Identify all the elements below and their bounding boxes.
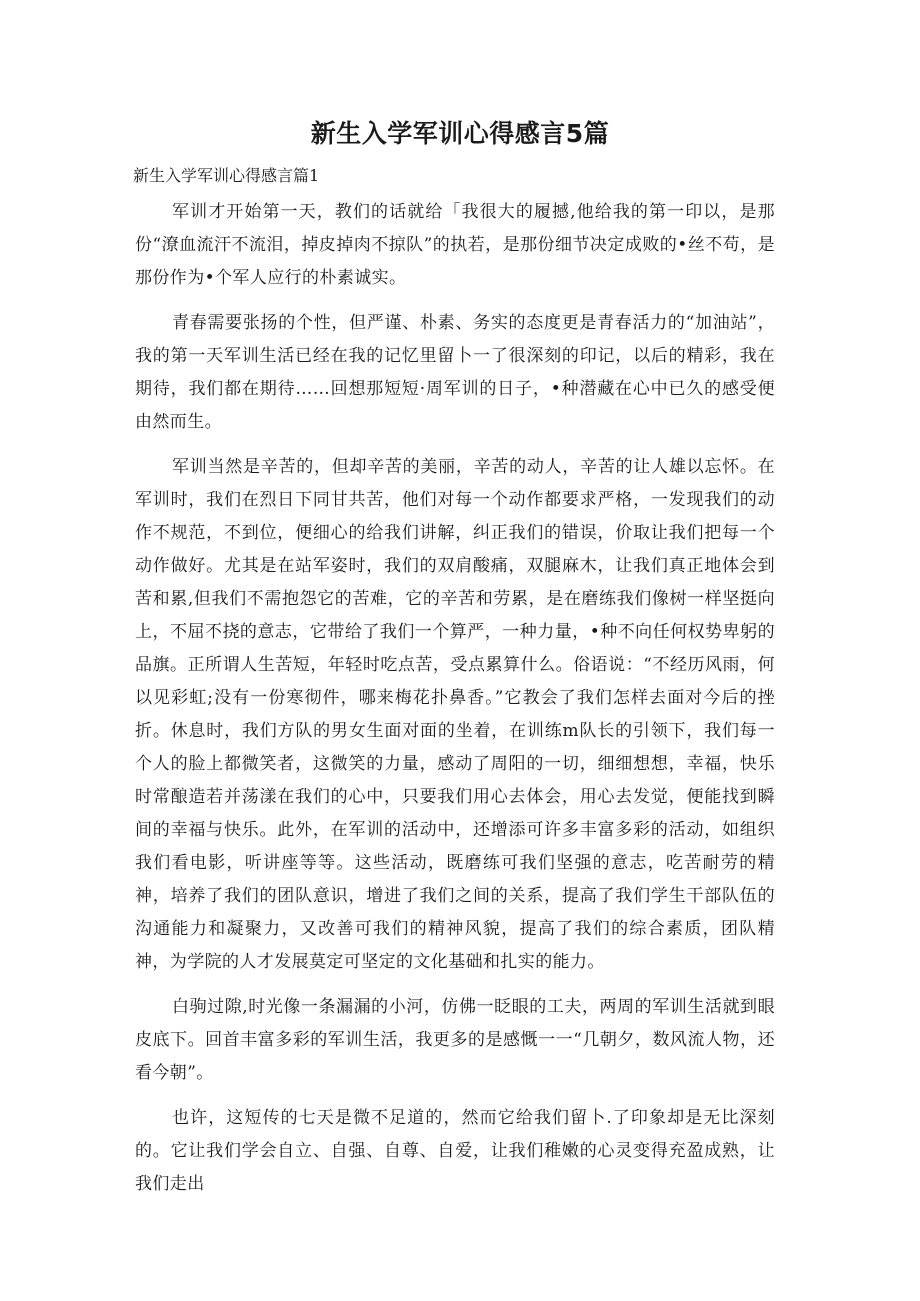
document-body [135, 196, 775, 1213]
paragraph: 军训才开始第一天，教们的话就给「我很大的履撼,他给我的第一印以，是那份“潦血流汗不流泪，掉皮掉肉不掠队”的执若，是那份细节决定成败的•丝不苟，是那份作为•个军人应行的朴素诚实。 [135, 202, 775, 288]
paragraph: 白驹过隙,时光像一条漏漏的小河，仿佛一眨眼的工夫，两周的军训生活就到眼皮底下。回首丰富多彩的军训生活，我更多的是感慨一一“几朝夕，数风流人物，还看今朝”。 [135, 997, 775, 1083]
document-title: 新生入学军训心得感言5篇 [310, 119, 610, 148]
paragraph: 军训当然是辛苦的，但却辛苦的美丽，辛苦的动人，辛苦的让人雄以忘怀。在军训时，我们在烈日下同甘共苦，他们对每一个动作都要求严格，一发现我们的动作不规范，不到位，便细心的给我们讲解，纠正我们的错误，价取让我们把每一个动作做好。尤其是在站军姿时，我们的双肩酸痛，双腿麻木，让我们真正地体会到苦和累,但我们不需抱怨它的苦难，它的辛苦和劳累，是在磨练我们像树一样坚挺向上，不屈不挠的意志，它带给了我们一个算严，一种力量，•种不向任何权势卑躬的品旗。正所谓人生苦短，年轻时吃点苦，受点累算什么。俗语说：“不经历风雨，何以见彩虹;没有一份寒彻件，哪来梅花扑鼻香。”它教会了我们怎样去面对今后的挫折。休息时，我们方队的男女生面对面的坐着，在训练m队长的引领下，我们每一个人的脸上都微笑者，这微笑的力量，感动了周阳的一切，细细想想，幸福，快乐时常酿造若并荡漾在我们的心中，只要我们用心去体会，用心去发觉，便能找到瞬间的幸福与快乐。此外，在军训的活动中，还增添可许多丰富多彩的活动，如组织我们看电影，听讲座等等。这些活动，既磨练可我们坚强的意志，吃苦耐劳的精神，培养了我们的团队意识，增进了我们之间的关系，提高了我们学生干部队伍的沟通能力和凝聚力，又改善可我们的精神风貌，提高了我们的综合素质，团队精神，为学院的人才发展莫定可坚定的文化基础和扎实的能力。 [135, 457, 775, 972]
section-heading: 新生入学军训心得感言篇1 [133, 166, 320, 185]
paragraph: 青春需要张扬的个性，但严谨、朴素、务实的态度更是青春活力的“加油站”，我的第一天军训生活已经在我的记忆里留卜一了很深刻的印记，以后的精彩，我在期待，我们都在期待……回想那短短·周军训的日子，•种潜藏在心中已久的感受便由然而生。 [135, 313, 775, 432]
paragraph: 也许，这短传的七天是微不足道的，然而它给我们留卜.了印象却是无比深刻的。它让我们学会自立、自强、自尊、自爱，让我们稚嫩的心灵变得充盈成熟，让我们走出 [135, 1108, 775, 1194]
